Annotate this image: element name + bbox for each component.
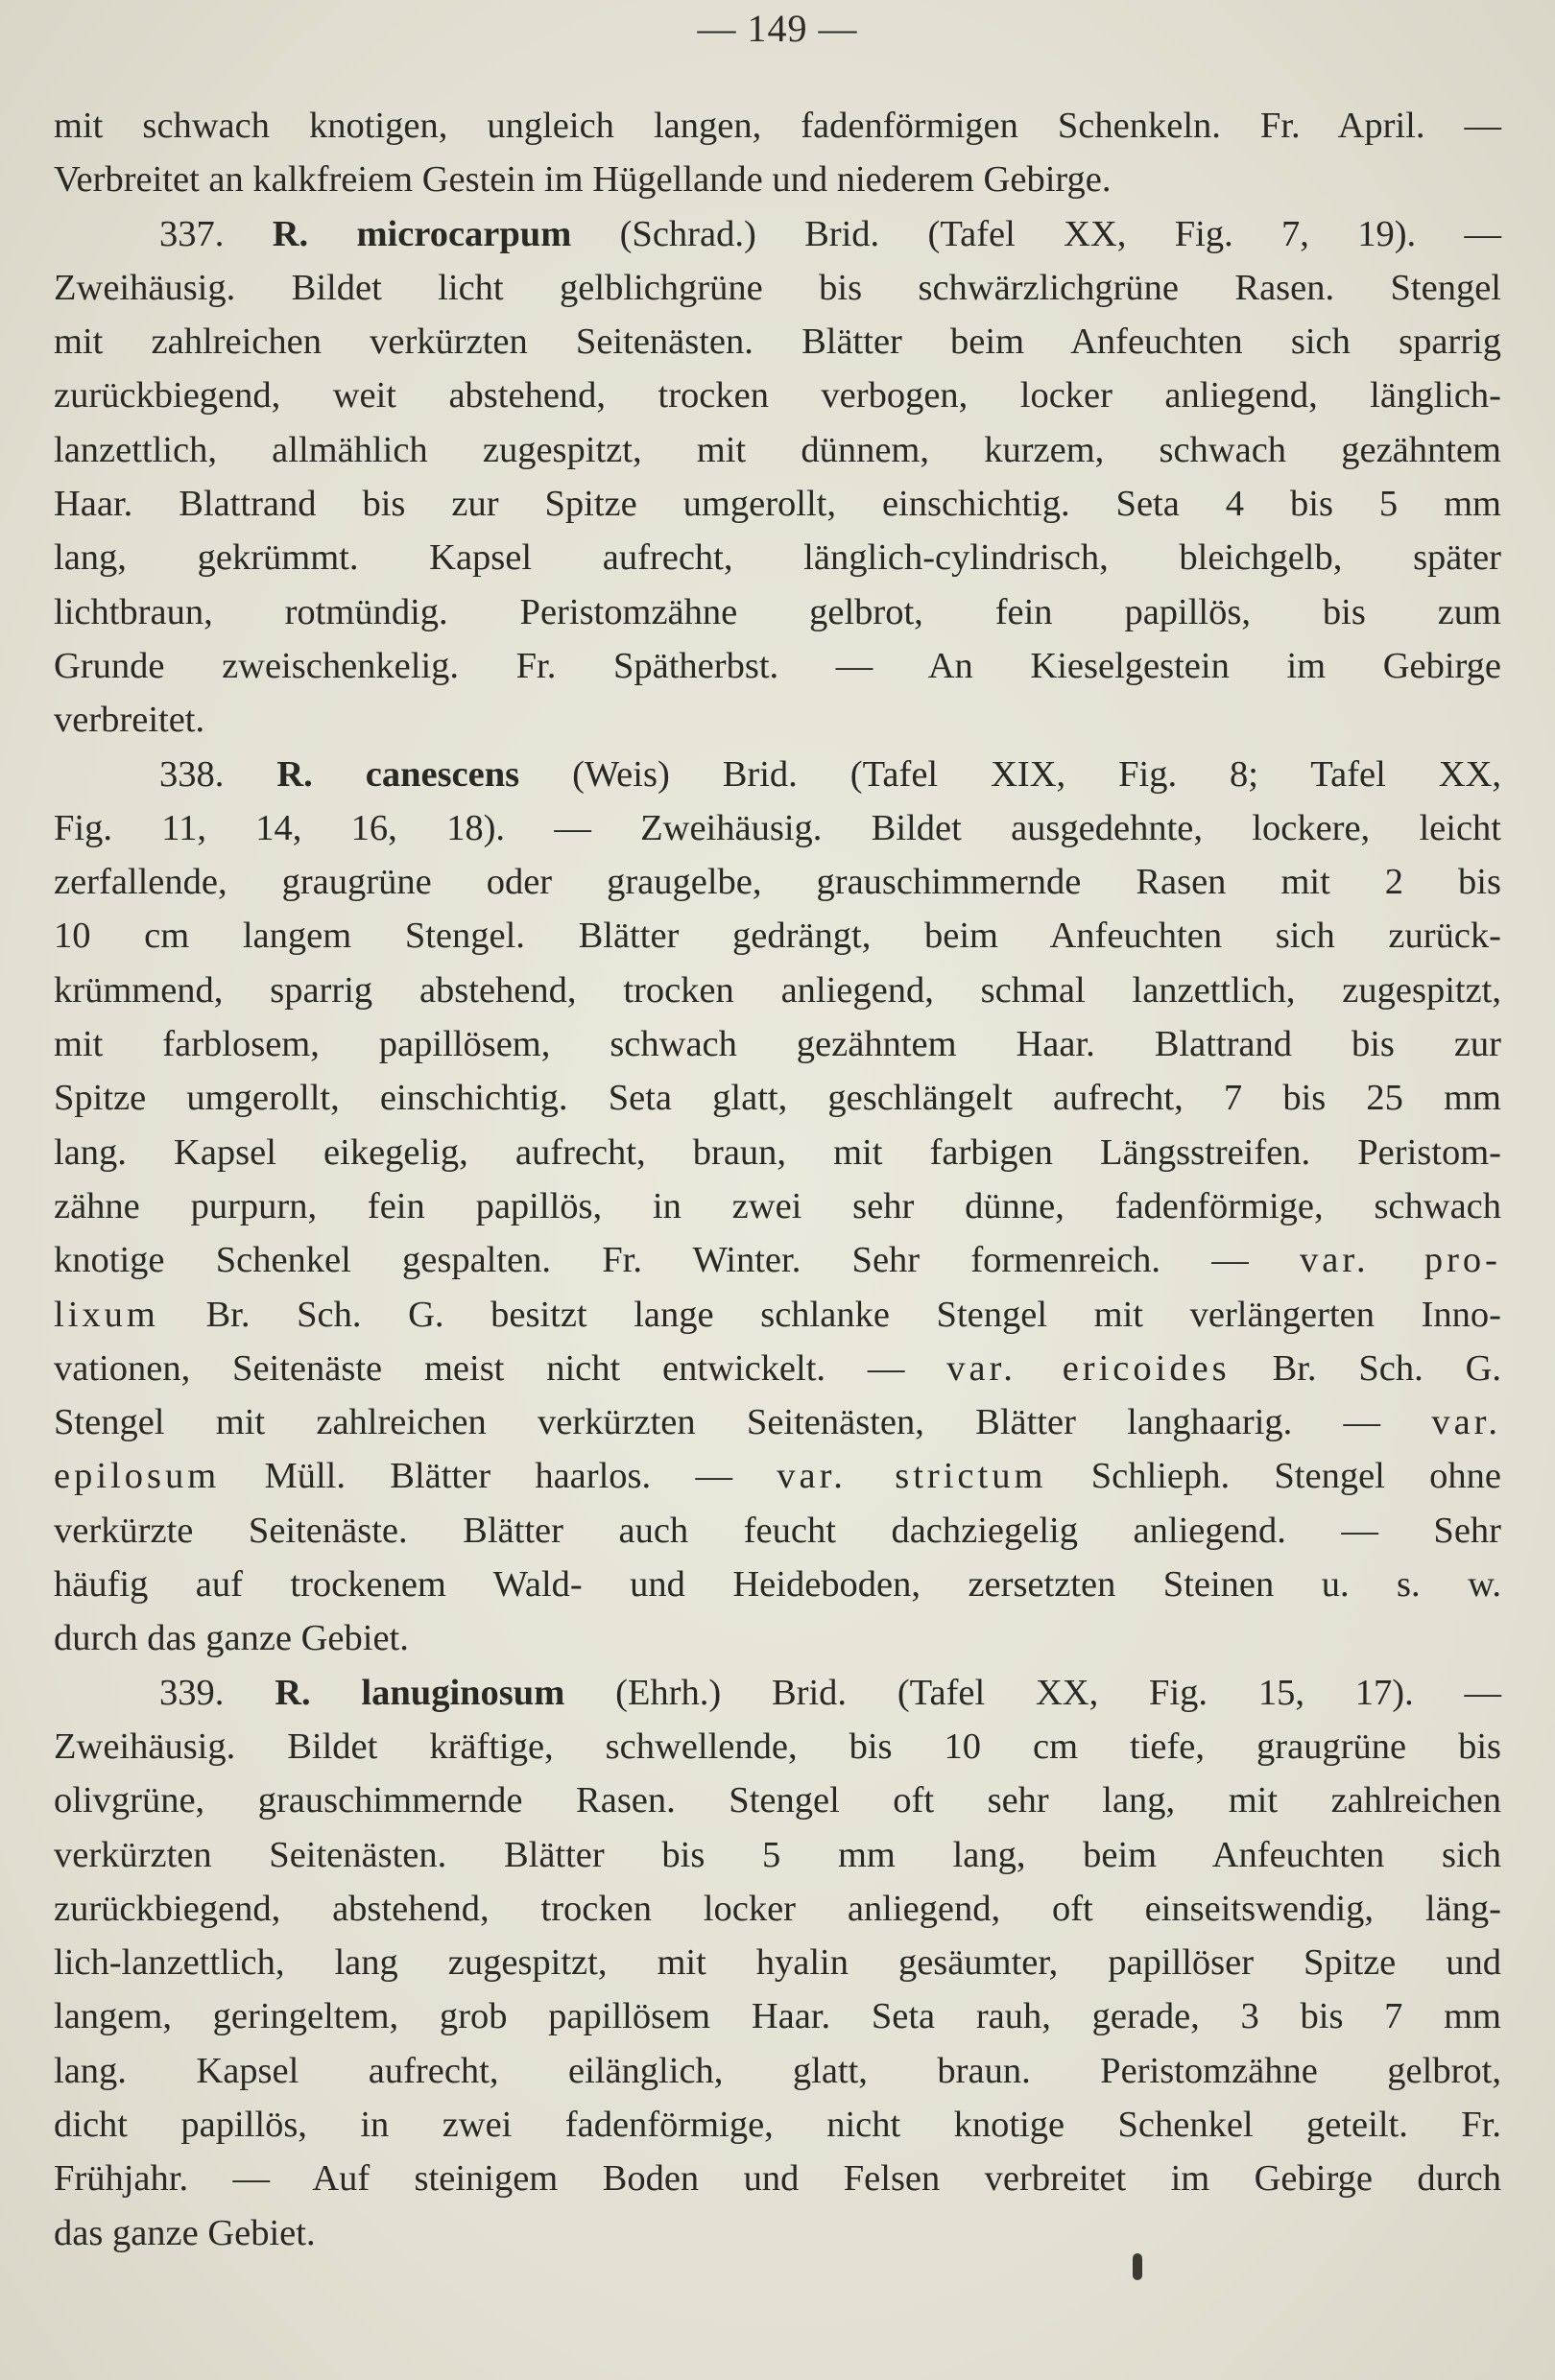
variety-name: var. pro- [1299, 1240, 1501, 1281]
text-line [54, 99, 1501, 153]
page-text [54, 99, 1501, 2260]
text-line [54, 1989, 1501, 2043]
text-run: zähne purpurn, fein papillös, in zwei sehr dünne, fadenförmige, schwach [54, 1185, 1501, 1226]
text-line [54, 1071, 1501, 1125]
text-line [54, 801, 1501, 855]
text-run: verbreitet. [54, 700, 205, 741]
text-line [54, 207, 1501, 261]
text-run: lang. Kapsel aufrecht, eilänglich, glatt, braun. Peristomzähne gelbrot, [54, 2050, 1501, 2091]
text-run: dicht papillös, in zwei fadenförmige, nicht knotige Schenkel geteilt. Fr. [54, 2104, 1501, 2145]
text-line [54, 1882, 1501, 1936]
text-run: mit farblosem, papillösem, schwach gezähntem Haar. Blattrand bis zur [54, 1024, 1501, 1065]
text-run: lichtbraun, rotmündig. Peristomzähne gelbrot, fein papillös, bis zum [54, 591, 1501, 632]
text-run: Müll. Blätter haarlos. — [220, 1456, 778, 1497]
text-line [54, 1017, 1501, 1071]
page-number: — 149 — [697, 7, 858, 50]
text-run: olivgrüne, grauschimmernde Rasen. Stengel oft sehr lang, mit zahlreichen [54, 1780, 1501, 1821]
text-run: lang. Kapsel eikegelig, aufrecht, braun, mit farbigen Längsstreifen. Peristom- [54, 1131, 1501, 1173]
text-run: (Ehrh.) Brid. (Tafel XX, Fig. 15, 17). — [564, 1672, 1501, 1713]
text-run: durch das ganze Gebiet. [54, 1618, 409, 1659]
text-line [54, 423, 1501, 477]
text-line [54, 477, 1501, 531]
text-line [54, 1288, 1501, 1342]
text-line [54, 2206, 1501, 2260]
text-run: verkürzte Seitenäste. Blätter auch feucht dachziegelig anliegend. — Sehr [54, 1510, 1501, 1551]
variety-name: lixum [54, 1294, 159, 1335]
text-line [54, 1828, 1501, 1882]
text-run: zurückbiegend, abstehend, trocken locker anliegend, oft einseitswendig, läng- [54, 1888, 1501, 1929]
text-line [54, 1449, 1501, 1503]
text-run: Verbreitet an kalkfreiem Gestein im Hügellande und niederem Gebirge. [54, 159, 1112, 201]
variety-name: var. [1431, 1402, 1501, 1443]
text-line [54, 1126, 1501, 1179]
text-run: 338. [159, 753, 277, 795]
text-run: Schlieph. Stengel ohne [1046, 1456, 1501, 1497]
text-run: 337. [159, 213, 273, 254]
text-line [54, 261, 1501, 315]
text-run: vationen, Seitenäste meist nicht entwickelt. — [54, 1347, 947, 1389]
text-line [54, 909, 1501, 963]
text-run: mit schwach knotigen, ungleich langen, fadenförmigen Schenkeln. Fr. April. — [54, 106, 1501, 146]
text-run: mit zahlreichen verkürzten Seitenästen. Blätter beim Anfeuchten sich sparrig [54, 321, 1501, 363]
text-line [54, 585, 1501, 639]
text-line [54, 639, 1501, 693]
text-line [54, 1179, 1501, 1233]
text-line [54, 1666, 1501, 1720]
text-run: Zweihäusig. Bildet kräftige, schwellende, bis 10 cm tiefe, graugrüne bis [54, 1726, 1501, 1767]
text-line [54, 531, 1501, 584]
text-line [54, 693, 1501, 747]
text-run: 10 cm langem Stengel. Blätter gedrängt, beim Anfeuchten sich zurück- [54, 916, 1501, 957]
text-run: zurückbiegend, weit abstehend, trocken verbogen, locker anliegend, länglich- [54, 375, 1501, 416]
text-line [54, 2044, 1501, 2098]
text-line [54, 1558, 1501, 1611]
text-run: Fig. 11, 14, 16, 18). — Zweihäusig. Bildet ausgedehnte, lockere, leicht [54, 807, 1501, 848]
text-line [54, 964, 1501, 1017]
text-run: Br. Sch. G. besitzt lange schlanke Stengel mit verlängerten Inno- [158, 1294, 1501, 1335]
variety-name: var. strictum [777, 1456, 1047, 1497]
text-line [54, 1504, 1501, 1558]
text-line [54, 1233, 1501, 1287]
text-run: knotige Schenkel gespalten. Fr. Winter. Sehr formenreich. — [54, 1240, 1300, 1281]
text-run: Haar. Blattrand bis zur Spitze umgerollt, einschichtig. Seta 4 bis 5 mm [54, 484, 1501, 525]
text-run: (Schrad.) Brid. (Tafel XX, Fig. 7, 19). — [571, 213, 1501, 254]
text-run: verkürzten Seitenästen. Blätter bis 5 mm lang, beim Anfeuchten sich [54, 1834, 1501, 1875]
text-run: Grunde zweischenkelig. Fr. Spätherbst. — An Kieselgestein im Gebirge [54, 645, 1501, 686]
text-run: Frühjahr. — Auf steinigem Boden und Felsen verbreitet im Gebirge durch [54, 2158, 1501, 2200]
text-run: lich-lanzettlich, lang zugespitzt, mit hyalin gesäumter, papillöser Spitze und [54, 1942, 1501, 1984]
text-line [54, 153, 1501, 206]
text-run: häufig auf trockenem Wald- und Heideboden, zersetzten Steinen u. s. w. [54, 1564, 1501, 1606]
text-line [54, 1395, 1501, 1449]
text-line [54, 1611, 1501, 1665]
text-line [54, 1936, 1501, 1989]
text-line [54, 748, 1501, 801]
text-run: zerfallende, graugrüne oder graugelbe, grauschimmernde Rasen mit 2 bis [54, 862, 1501, 903]
text-line [54, 1342, 1501, 1395]
variety-name: var. ericoides [946, 1347, 1231, 1389]
text-line [54, 369, 1501, 422]
species-name: R. lanuginosum [275, 1672, 565, 1713]
text-run: Zweihäusig. Bildet licht gelblichgrüne bis schwärzlichgrüne Rasen. Stengel [54, 267, 1501, 308]
text-run: krümmend, sparrig abstehend, trocken anliegend, schmal lanzettlich, zugespitzt, [54, 969, 1501, 1011]
text-run: (Weis) Brid. (Tafel XIX, Fig. 8; Tafel XX, [519, 753, 1501, 795]
text-line [54, 315, 1501, 369]
text-run: lanzettlich, allmählich zugespitzt, mit dünnem, kurzem, schwach gezähntem [54, 429, 1501, 470]
text-run: Stengel mit zahlreichen verkürzten Seitenästen, Blätter langhaarig. — [54, 1402, 1432, 1443]
text-run: Br. Sch. G. [1230, 1347, 1501, 1389]
text-line [54, 1773, 1501, 1827]
species-name: R. canescens [276, 753, 520, 795]
text-run: 339. [159, 1672, 275, 1713]
text-line [54, 2152, 1501, 2205]
text-run: lang, gekrümmt. Kapsel aufrecht, länglich-cylindrisch, bleichgelb, später [54, 537, 1501, 579]
text-run: langem, geringeltem, grob papillösem Haar. Seta rauh, gerade, 3 bis 7 mm [54, 1996, 1501, 2037]
ink-speck [1133, 2253, 1142, 2280]
text-run: das ganze Gebiet. [54, 2212, 316, 2253]
text-line [54, 1720, 1501, 1773]
variety-name: epilosum [54, 1456, 221, 1497]
text-line [54, 2098, 1501, 2152]
species-name: R. microcarpum [272, 213, 572, 254]
text-run: Spitze umgerollt, einschichtig. Seta glatt, geschlängelt aufrecht, 7 bis 25 mm [54, 1078, 1501, 1119]
text-line [54, 855, 1501, 909]
